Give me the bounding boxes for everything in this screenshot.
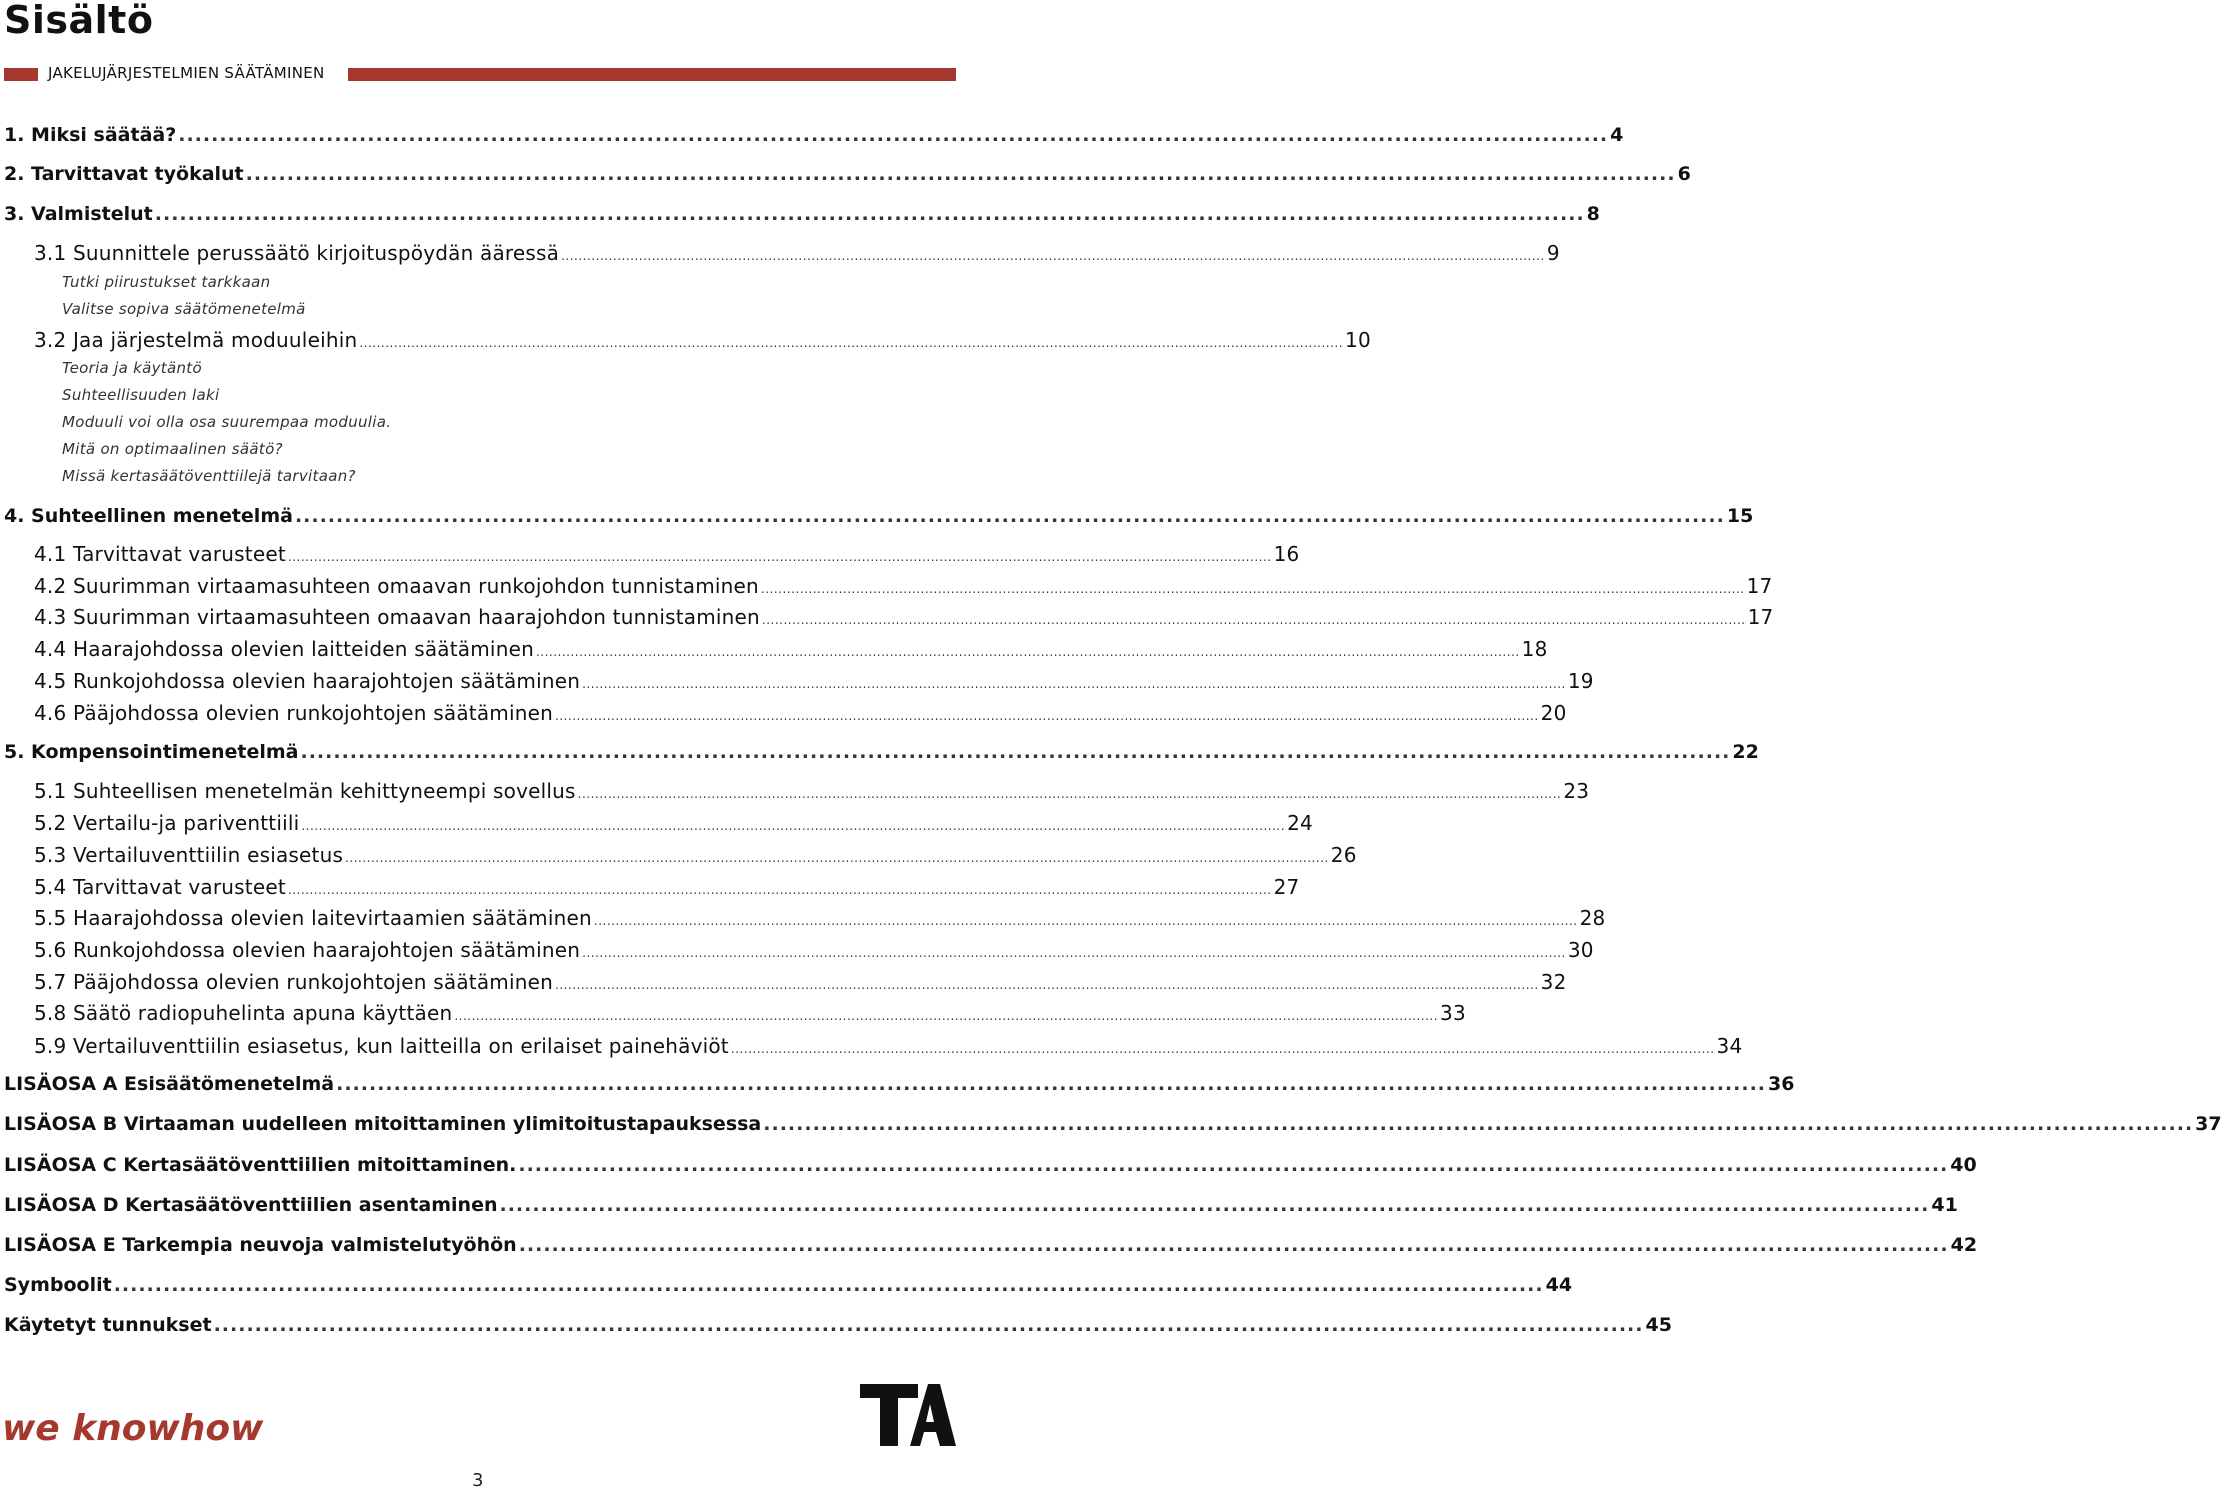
toc-entry[interactable]: 5.6 Runkojohdossa olevien haarajohtojen säätäminen .................................................................................................................................................................................................................................... 30 <box>34 938 1594 962</box>
toc-entry[interactable]: 3.2 Jaa järjestelmä moduuleihin .................................................................................................................................................................................................................................... 10 <box>34 328 1371 352</box>
toc-entry[interactable]: 5.4 Tarvittavat varusteet .................................................................................................................................................................................................................................... 27 <box>34 875 1300 899</box>
toc-entry[interactable]: 4. Suhteellinen menetelmä .............................................................................................................................................................................. 15 <box>4 505 1754 527</box>
toc-entry[interactable]: 4.4 Haarajohdossa olevien laitteiden säätäminen .................................................................................................................................................................................................................................... 18 <box>34 637 1548 661</box>
toc-entry[interactable]: 4.3 Suurimman virtaamasuhteen omaavan haarajohdon tunnistaminen .................................................................................................................................................................................................................................... 17 <box>34 605 1774 629</box>
page-number: 3 <box>472 1470 484 1491</box>
toc-entry[interactable]: 5.3 Vertailuventtiilin esiasetus .................................................................................................................................................................................................................................... 26 <box>34 843 1357 867</box>
toc-entry[interactable]: 4.1 Tarvittavat varusteet .................................................................................................................................................................................................................................... 16 <box>34 542 1300 566</box>
banner-bar-left <box>4 68 38 81</box>
toc-entry[interactable]: 5. Kompensointimenetelmä .............................................................................................................................................................................. 22 <box>4 741 1759 763</box>
toc-subtopic[interactable]: Missä kertasäätöventtiilejä tarvitaan? <box>62 467 356 485</box>
toc-entry[interactable]: 5.5 Haarajohdossa olevien laitevirtaamien säätäminen .................................................................................................................................................................................................................................... 28 <box>34 906 1606 930</box>
toc-subtopic[interactable]: Suhteellisuuden laki <box>62 386 220 404</box>
toc-entry[interactable]: Symboolit .............................................................................................................................................................................. 44 <box>4 1274 1573 1296</box>
toc-entry[interactable]: 5.7 Pääjohdossa olevien runkojohtojen säätäminen .................................................................................................................................................................................................................................... 32 <box>34 970 1567 994</box>
toc-entry[interactable]: 4.2 Suurimman virtaamasuhteen omaavan runkojohdon tunnistaminen .................................................................................................................................................................................................................................... 17 <box>34 574 1773 598</box>
toc-subtopic[interactable]: Teoria ja käytäntö <box>62 359 202 377</box>
banner-bar-right <box>348 68 956 81</box>
section-banner <box>4 62 956 86</box>
toc-entry[interactable]: 4.5 Runkojohdossa olevien haarajohtojen säätäminen .................................................................................................................................................................................................................................... 19 <box>34 669 1594 693</box>
toc-entry[interactable]: 5.1 Suhteellisen menetelmän kehittyneempi sovellus .................................................................................................................................................................................................................................... 23 <box>34 779 1590 803</box>
toc-entry[interactable]: 2. Tarvittavat työkalut .............................................................................................................................................................................. 6 <box>4 163 1691 185</box>
toc-subtopic[interactable]: Moduuli voi olla osa suurempaa moduulia. <box>62 413 392 431</box>
toc-subtopic[interactable]: Mitä on optimaalinen säätö? <box>62 440 283 458</box>
toc-entry[interactable]: LISÄOSA E Tarkempia neuvoja valmistelutyöhön .............................................................................................................................................................................. 42 <box>4 1234 1978 1256</box>
brand-slogan: we knowhow <box>2 1408 264 1449</box>
toc-subtopic[interactable]: Valitse sopiva säätömenetelmä <box>62 300 306 318</box>
page-title: Sisältö <box>4 0 154 42</box>
ta-logo-icon <box>860 1384 956 1446</box>
toc-entry[interactable]: 5.2 Vertailu-ja pariventtiili .................................................................................................................................................................................................................................... 24 <box>34 811 1313 835</box>
toc-entry[interactable]: 3.1 Suunnittele perussäätö kirjoituspöydän ääressä .................................................................................................................................................................................................................................... 9 <box>34 241 1560 265</box>
toc-entry[interactable]: 3. Valmistelut .............................................................................................................................................................................. 8 <box>4 203 1600 225</box>
banner-label: JAKELUJÄRJESTELMIEN SÄÄTÄMINEN <box>48 64 325 82</box>
toc-entry[interactable]: LISÄOSA D Kertasäätöventtiilien asentaminen .............................................................................................................................................................................. 41 <box>4 1194 1958 1216</box>
toc-entry[interactable]: 4.6 Pääjohdossa olevien runkojohtojen säätäminen .................................................................................................................................................................................................................................... 20 <box>34 701 1567 725</box>
toc-entry[interactable]: Käytetyt tunnukset .............................................................................................................................................................................. 45 <box>4 1314 1672 1336</box>
toc-entry[interactable]: 1. Miksi säätää? .............................................................................................................................................................................. 4 <box>4 124 1624 146</box>
toc-entry[interactable]: LISÄOSA B Virtaaman uudelleen mitoittaminen ylimitoitustapauksessa .............................................................................................................................................................................. 37 <box>4 1113 2222 1135</box>
toc-subtopic[interactable]: Tutki piirustukset tarkkaan <box>62 273 271 291</box>
toc-entry[interactable]: LISÄOSA C Kertasäätöventtiilien mitoittaminen. .............................................................................................................................................................................. 40 <box>4 1154 1977 1176</box>
toc-entry[interactable]: 5.9 Vertailuventtiilin esiasetus, kun laitteilla on erilaiset painehäviöt .................................................................................................................................................................................................................................... 34 <box>34 1034 1743 1058</box>
toc-entry[interactable]: 5.8 Säätö radiopuhelinta apuna käyttäen .................................................................................................................................................................................................................................... 33 <box>34 1001 1466 1025</box>
toc-entry[interactable]: LISÄOSA A Esisäätömenetelmä .............................................................................................................................................................................. 36 <box>4 1073 1795 1095</box>
